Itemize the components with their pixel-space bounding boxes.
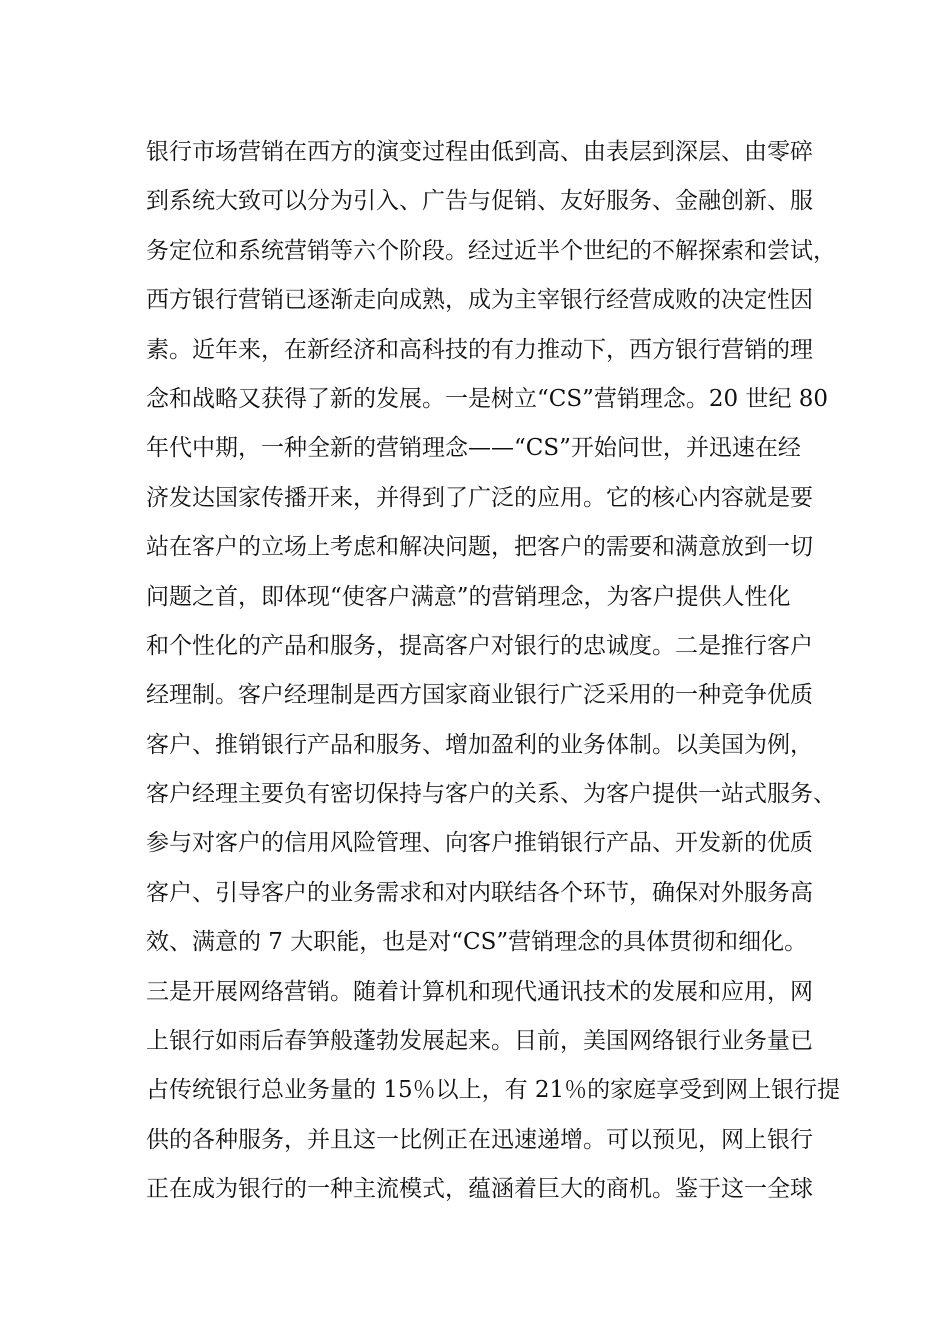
text-line: 西方银行营销已逐渐走向成熟，成为主宰银行经营成败的决定性因: [146, 287, 813, 314]
text-line: 占传统银行总业务量的 15％以上，有 21％的家庭享受到网上银行提: [146, 1077, 841, 1104]
text-line: 念和战略又获得了新的发展。一是树立“CS”营销理念。20 世纪 80: [146, 385, 829, 412]
text-line: 效、满意的 7 大职能，也是对“CS”营销理念的具体贯彻和细化。: [146, 929, 808, 956]
text-line: 站在客户的立场上考虑和解决问题，把客户的需要和满意放到一切: [146, 534, 813, 561]
text-line: 素。近年来，在新经济和高科技的有力推动下，西方银行营销的理: [146, 336, 813, 363]
body-paragraph: [146, 128, 841, 1215]
text-line: 三是开展网络营销。随着计算机和现代通讯技术的发展和应用，网: [146, 978, 813, 1005]
text-line: 经理制。客户经理制是西方国家商业银行广泛采用的一种竞争优质: [146, 682, 813, 709]
text-line: 参与对客户的信用风险管理、向客户推销银行产品、开发新的优质: [146, 830, 813, 857]
text-line: 正在成为银行的一种主流模式，蕴涵着巨大的商机。鉴于这一全球: [146, 1176, 813, 1203]
text-line: 到系统大致可以分为引入、广告与促销、友好服务、金融创新、服: [146, 188, 813, 215]
text-line: 年代中期，一种全新的营销理念——“CS”开始问世，并迅速在经: [146, 435, 801, 462]
text-line: 问题之首，即体现“使客户满意”的营销理念，为客户提供人性化: [146, 583, 791, 610]
text-line: 上银行如雨后春笋般蓬勃发展起来。目前，美国网络银行业务量已: [146, 1028, 813, 1055]
text-line: 务定位和系统营销等六个阶段。经过近半个世纪的不解探索和尝试，: [146, 237, 836, 264]
text-line: 供的各种服务，并且这一比例正在迅速递增。可以预见，网上银行: [146, 1126, 813, 1153]
text-line: 济发达国家传播开来，并得到了广泛的应用。它的核心内容就是要: [146, 484, 813, 511]
text-line: 客户、引导客户的业务需求和对内联结各个环节，确保对外服务高: [146, 879, 813, 906]
text-line: 和个性化的产品和服务，提高客户对银行的忠诚度。二是推行客户: [146, 632, 813, 659]
text-line: 客户、推销银行产品和服务、增加盈利的业务体制。以美国为例，: [146, 731, 813, 758]
text-line: 银行市场营销在西方的演变过程由低到高、由表层到深层、由零碎: [146, 139, 813, 165]
text-line: 客户经理主要负有密切保持与客户的关系、为客户提供一站式服务、: [146, 781, 836, 808]
